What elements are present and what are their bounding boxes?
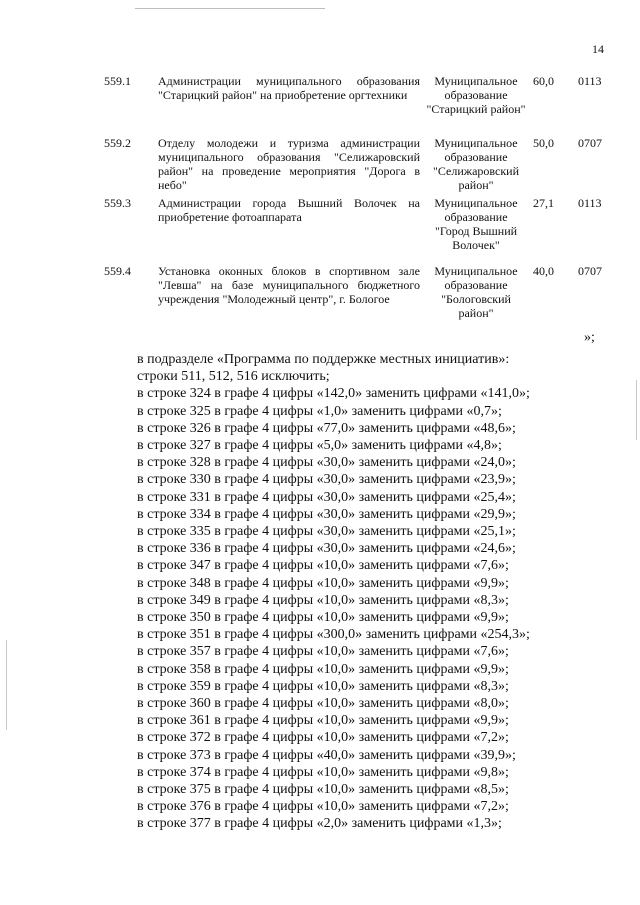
scan-artifact-right-edge bbox=[636, 380, 637, 440]
amendment-line: в строке 326 в графе 4 цифры «77,0» заменить цифрами «48,6»; bbox=[137, 420, 516, 436]
row-number: 559.1 bbox=[104, 74, 131, 88]
amendment-line: в строке 348 в графе 4 цифры «10,0» заменить цифрами «9,9»; bbox=[137, 575, 509, 591]
row-municipality: Муниципальное образование "Город Вышний Волочек" bbox=[434, 196, 518, 252]
closing-quote: »; bbox=[584, 330, 595, 345]
row-amount: 60,0 bbox=[533, 74, 554, 88]
amendment-line: в строке 358 в графе 4 цифры «10,0» заменить цифрами «9,9»; bbox=[137, 661, 509, 677]
row-municipality: Муниципальное образование "Бологовский район" bbox=[434, 264, 518, 320]
row-amount: 40,0 bbox=[533, 264, 554, 278]
amendment-line: в подразделе «Программа по поддержке местных инициатив»: bbox=[137, 352, 510, 367]
amendment-line: в строке 336 в графе 4 цифры «30,0» заменить цифрами «24,6»; bbox=[137, 541, 516, 557]
row-number: 559.4 bbox=[104, 264, 131, 278]
row-number: 559.3 bbox=[104, 196, 131, 210]
amendment-line: в строке 350 в графе 4 цифры «10,0» заменить цифрами «9,9»; bbox=[137, 610, 509, 626]
amendment-line: строки 511, 512, 516 исключить; bbox=[137, 369, 330, 385]
amendment-line: в строке 376 в графе 4 цифры «10,0» заменить цифрами «7,2»; bbox=[137, 799, 509, 815]
amendment-line: в строке 373 в графе 4 цифры «40,0» заменить цифрами «39,9»; bbox=[137, 747, 516, 763]
amendment-line: в строке 325 в графе 4 цифры «1,0» заменить цифрами «0,7»; bbox=[137, 403, 502, 419]
row-municipality: Муниципальное образование "Старицкий район" bbox=[426, 74, 526, 116]
amendment-line: в строке 374 в графе 4 цифры «10,0» заменить цифрами «9,8»; bbox=[137, 764, 509, 780]
row-description: Администрации муниципального образования "Старицкий район" на приобретение оргтехники bbox=[158, 74, 420, 102]
scan-artifact-top bbox=[135, 8, 325, 9]
amendment-line: в строке 335 в графе 4 цифры «30,0» заменить цифрами «25,1»; bbox=[137, 524, 516, 540]
amendment-line: в строке 361 в графе 4 цифры «10,0» заменить цифрами «9,9»; bbox=[137, 713, 509, 729]
row-code: 0707 bbox=[578, 264, 602, 278]
scan-artifact-left-edge bbox=[6, 640, 7, 730]
amendment-line: в строке 330 в графе 4 цифры «30,0» заменить цифрами «23,9»; bbox=[137, 472, 516, 488]
page-number: 14 bbox=[592, 42, 604, 56]
amendment-line: в строке 359 в графе 4 цифры «10,0» заменить цифрами «8,3»; bbox=[137, 678, 509, 694]
row-description: Администрации города Вышний Волочек на приобретение фотоаппарата bbox=[158, 196, 420, 224]
amendment-line: в строке 377 в графе 4 цифры «2,0» заменить цифрами «1,3»; bbox=[137, 816, 502, 832]
amendment-line: в строке 328 в графе 4 цифры «30,0» заменить цифрами «24,0»; bbox=[137, 455, 516, 471]
amendment-line: в строке 334 в графе 4 цифры «30,0» заменить цифрами «29,9»; bbox=[137, 506, 516, 522]
row-number: 559.2 bbox=[104, 136, 131, 150]
row-code: 0113 bbox=[578, 74, 602, 88]
amendment-line: в строке 347 в графе 4 цифры «10,0» заменить цифрами «7,6»; bbox=[137, 558, 509, 574]
amendment-line: в строке 360 в графе 4 цифры «10,0» заменить цифрами «8,0»; bbox=[137, 696, 509, 712]
amendment-line: в строке 351 в графе 4 цифры «300,0» заменить цифрами «254,3»; bbox=[137, 627, 530, 643]
amendment-line: в строке 331 в графе 4 цифры «30,0» заменить цифрами «25,4»; bbox=[137, 489, 516, 505]
row-municipality: Муниципальное образование "Селижаровский район" bbox=[433, 136, 519, 192]
row-description: Отделу молодежи и туризма администрации муниципального образования "Селижаровский район" на проведение мероприятия "Дорога в небо" bbox=[158, 136, 420, 192]
amendment-line: в строке 357 в графе 4 цифры «10,0» заменить цифрами «7,6»; bbox=[137, 644, 509, 660]
amendment-line: в строке 375 в графе 4 цифры «10,0» заменить цифрами «8,5»; bbox=[137, 782, 509, 798]
row-amount: 50,0 bbox=[533, 136, 554, 150]
amendment-line: в строке 327 в графе 4 цифры «5,0» заменить цифрами «4,8»; bbox=[137, 438, 502, 454]
amendment-line: в строке 372 в графе 4 цифры «10,0» заменить цифрами «7,2»; bbox=[137, 730, 509, 746]
amendment-line: в строке 349 в графе 4 цифры «10,0» заменить цифрами «8,3»; bbox=[137, 592, 509, 608]
row-code: 0113 bbox=[578, 196, 602, 210]
row-code: 0707 bbox=[578, 136, 602, 150]
amendment-line: в строке 324 в графе 4 цифры «142,0» заменить цифрами «141,0»; bbox=[137, 386, 530, 402]
row-amount: 27,1 bbox=[533, 196, 554, 210]
amendment-lines bbox=[137, 351, 617, 833]
row-description: Установка оконных блоков в спортивном зале "Левша" на базе муниципального бюджетного учреждения "Молодежный центр", г. Бологое bbox=[158, 264, 420, 306]
